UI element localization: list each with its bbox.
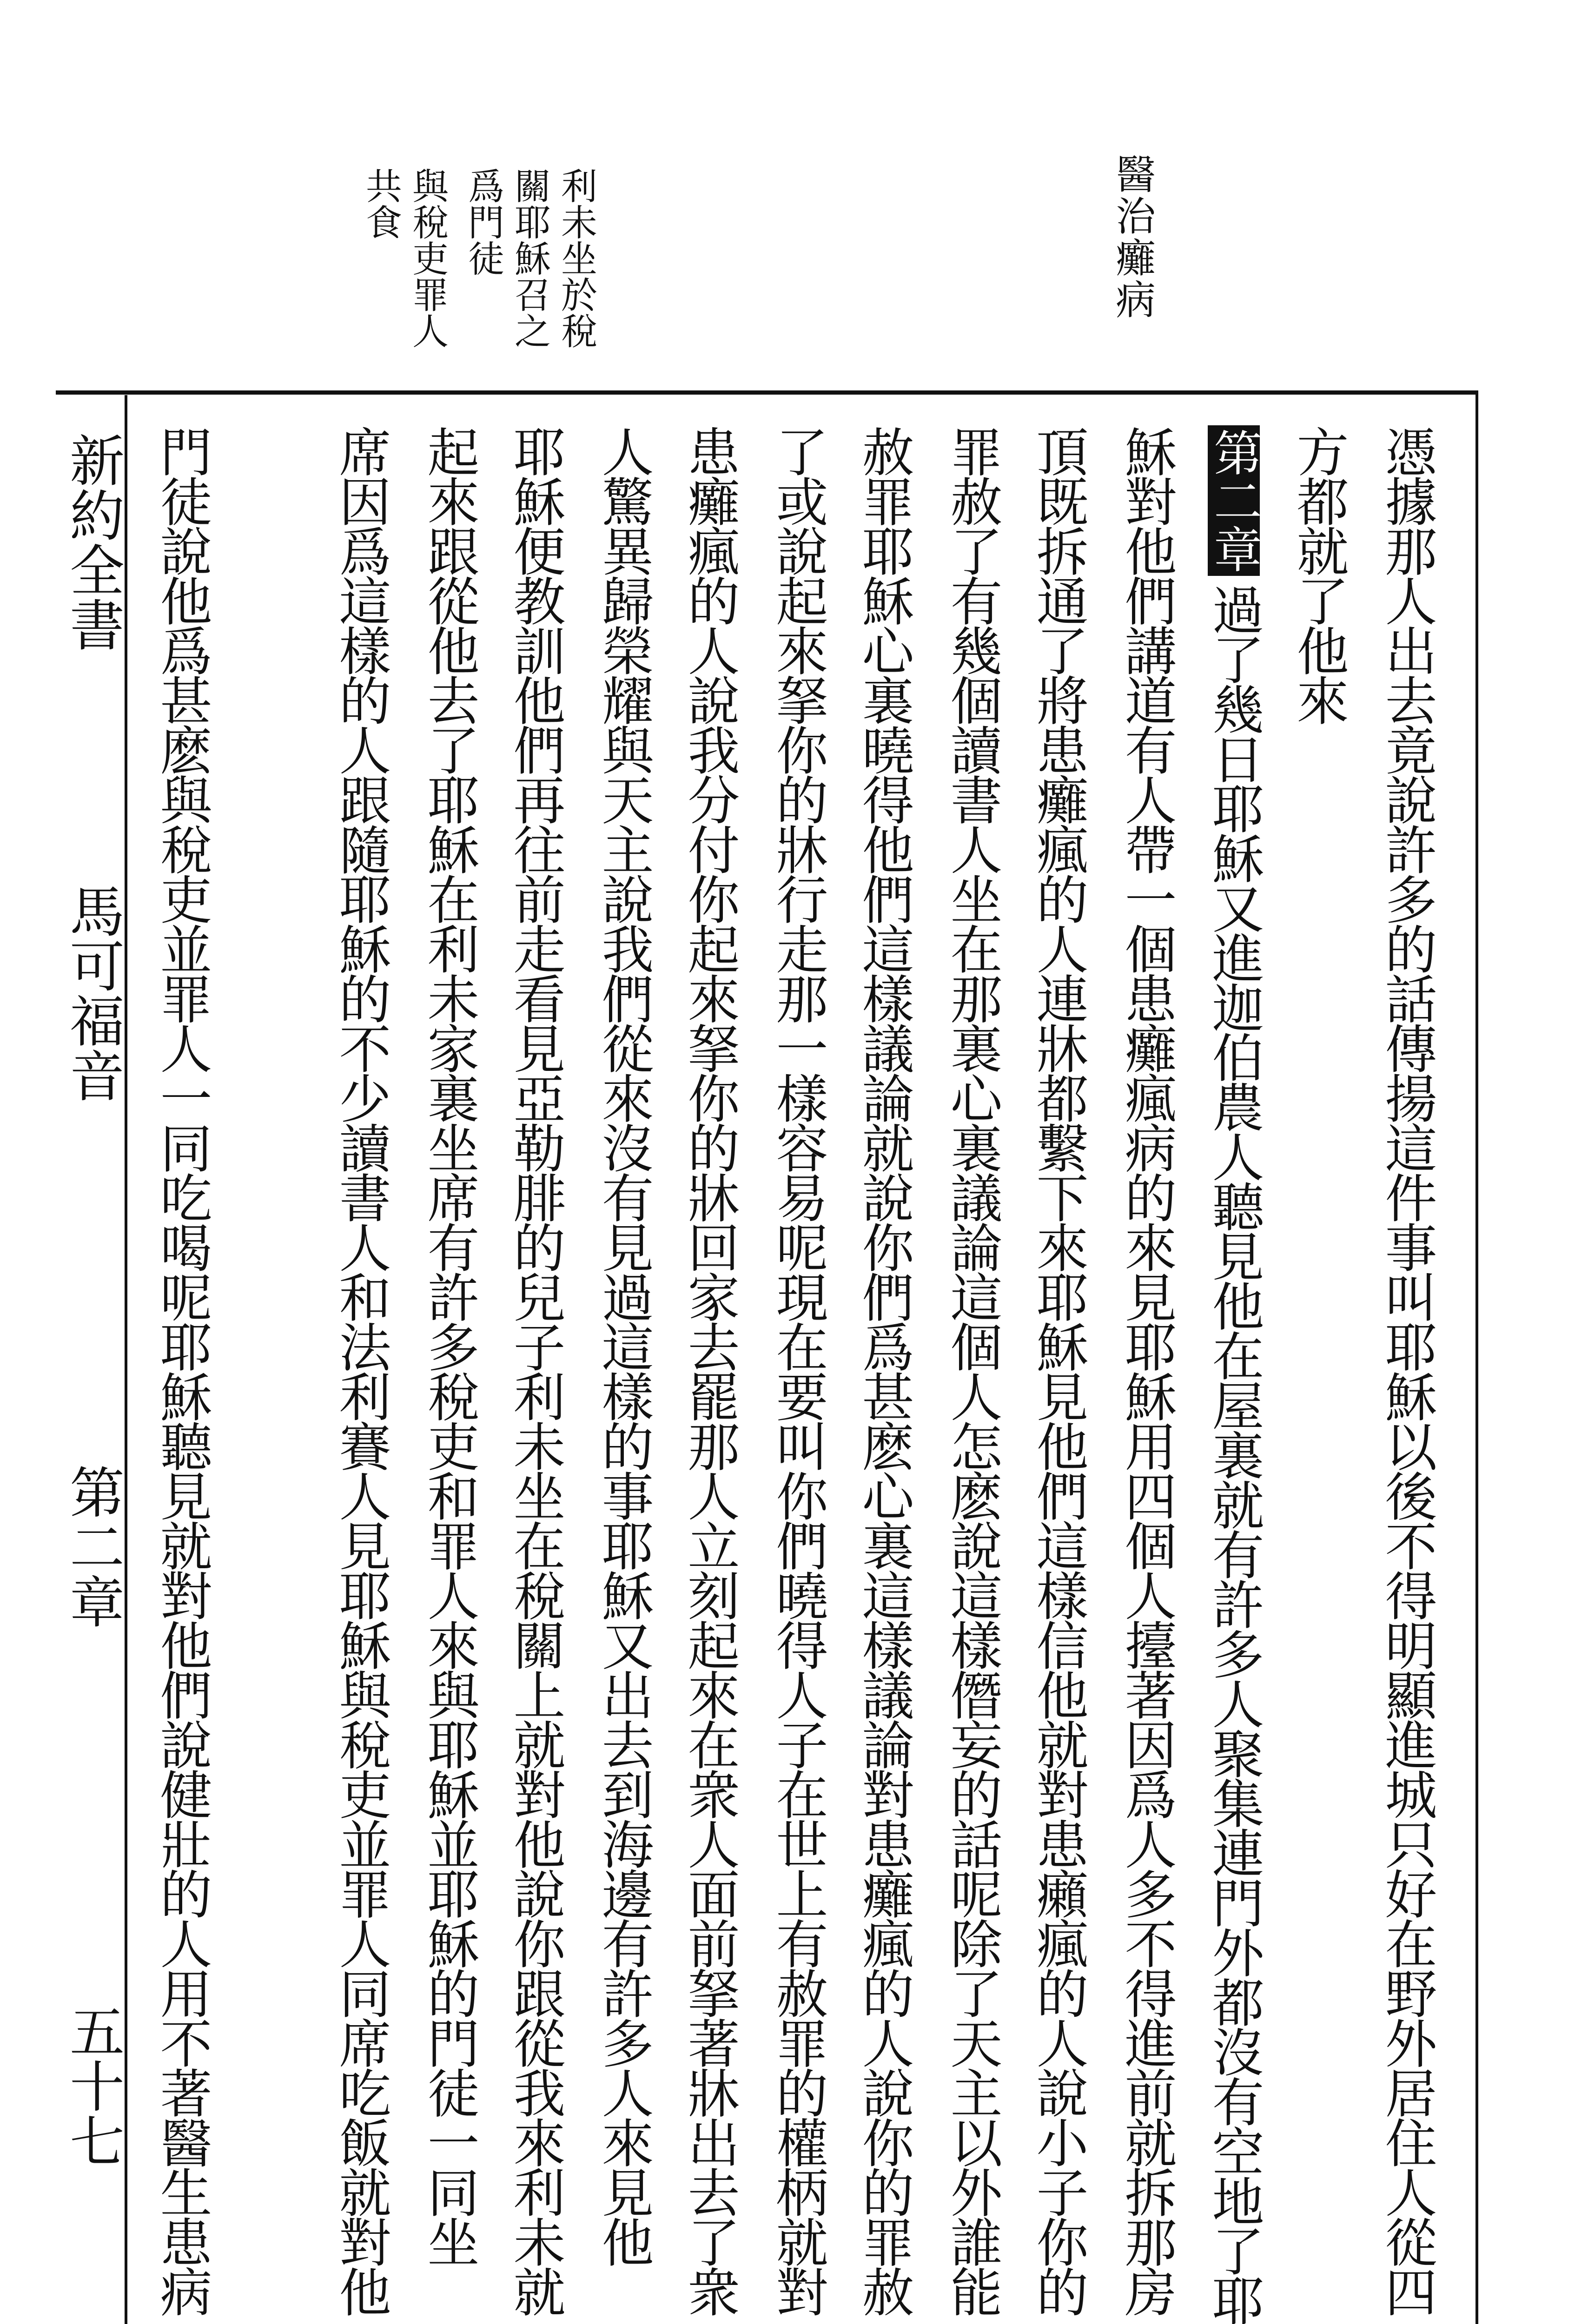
footer-divider bbox=[125, 395, 127, 2324]
footer-chapter: 第二章 bbox=[60, 1464, 125, 1629]
text-column-5: 頂既拆通了將患癱瘋的人連牀都繫下來耶穌見他們這樣信他就對患癩瘋的人說小子你的 bbox=[1028, 425, 1088, 2315]
text-column-14: 門徒說他爲甚麽與稅吏並罪人一同吃喝呢耶穌聽見就對他們說健壯的人用不著醫生患病 bbox=[152, 425, 212, 2315]
margin-note-line-4: 與稅吏罪人 bbox=[406, 167, 448, 349]
text-column-1: 憑據那人出去竟說許多的話傳揚這件事叫耶穌以後不得明顯進城只好在野外居住人從四 bbox=[1376, 425, 1437, 2315]
chapter-marker-label: 第二章 bbox=[1208, 425, 1260, 576]
text-column-8: 了或說起來拏你的牀行走那一樣容易呢現在要叫你們曉得人子在世上有赦罪的權柄就對 bbox=[768, 425, 828, 2315]
page-number: 五十七 bbox=[60, 2003, 125, 2168]
book-title: 新約全書 bbox=[60, 432, 125, 652]
chapter-marker bbox=[1205, 425, 1262, 576]
margin-note-line-5: 共食 bbox=[360, 167, 402, 240]
text-column-6: 罪赦了有幾個讀書人坐在那裏心裏議論這個人怎麽說這樣僭妄的話呢除了天主以外誰能 bbox=[942, 425, 1002, 2315]
text-column-12: 起來跟從他去了耶穌在利未家裏坐席有許多稅吏和罪人來與耶穌並耶穌的門徒一同坐 bbox=[419, 425, 479, 2265]
page-frame bbox=[56, 390, 1478, 2324]
page-heading: 醫治癱病 bbox=[1109, 153, 1155, 321]
text-column-13: 席因爲這樣的人跟隨耶穌的不少讀書人和法利賽人見耶穌與稅吏並罪人同席吃飯就對他 bbox=[331, 425, 391, 2315]
text-column-4: 穌對他們講道有人帶一個患癱瘋病的來見耶穌用四個人擡著因爲人多不得進前就拆那房 bbox=[1116, 425, 1177, 2315]
text-column-9: 患癱瘋的人說我分付你起來拏你的牀回家去罷那人立刻起來在衆人面前拏著牀出去了衆 bbox=[679, 425, 740, 2315]
text-column-10: 人驚異歸榮耀與天主說我們從來沒有見過這樣的事耶穌又出去到海邊有許多人來見他 bbox=[593, 425, 654, 2265]
text-column-3: 過了幾日耶穌又進迦伯農人聽見他在屋裏就有許多人聚集連門外都沒有空地了耶 bbox=[1204, 583, 1264, 2324]
margin-note-line-1: 利未坐於稅 bbox=[555, 167, 597, 349]
text-column-2: 方都就了他來 bbox=[1288, 425, 1349, 724]
margin-note-line-2: 關耶穌召之 bbox=[509, 167, 550, 349]
text-column-11: 耶穌便教訓他們再往前走看見亞勒腓的兒子利未坐在稅關上就對他說你跟從我來利未就 bbox=[505, 425, 565, 2315]
text-column-7: 赦罪耶穌心裏曉得他們這樣議論就說你們爲甚麽心裏這樣議論對患癱瘋的人說你的罪赦 bbox=[854, 425, 914, 2315]
margin-note-line-3: 爲門徒 bbox=[462, 167, 504, 276]
gospel-name: 馬可福音 bbox=[60, 883, 125, 1103]
